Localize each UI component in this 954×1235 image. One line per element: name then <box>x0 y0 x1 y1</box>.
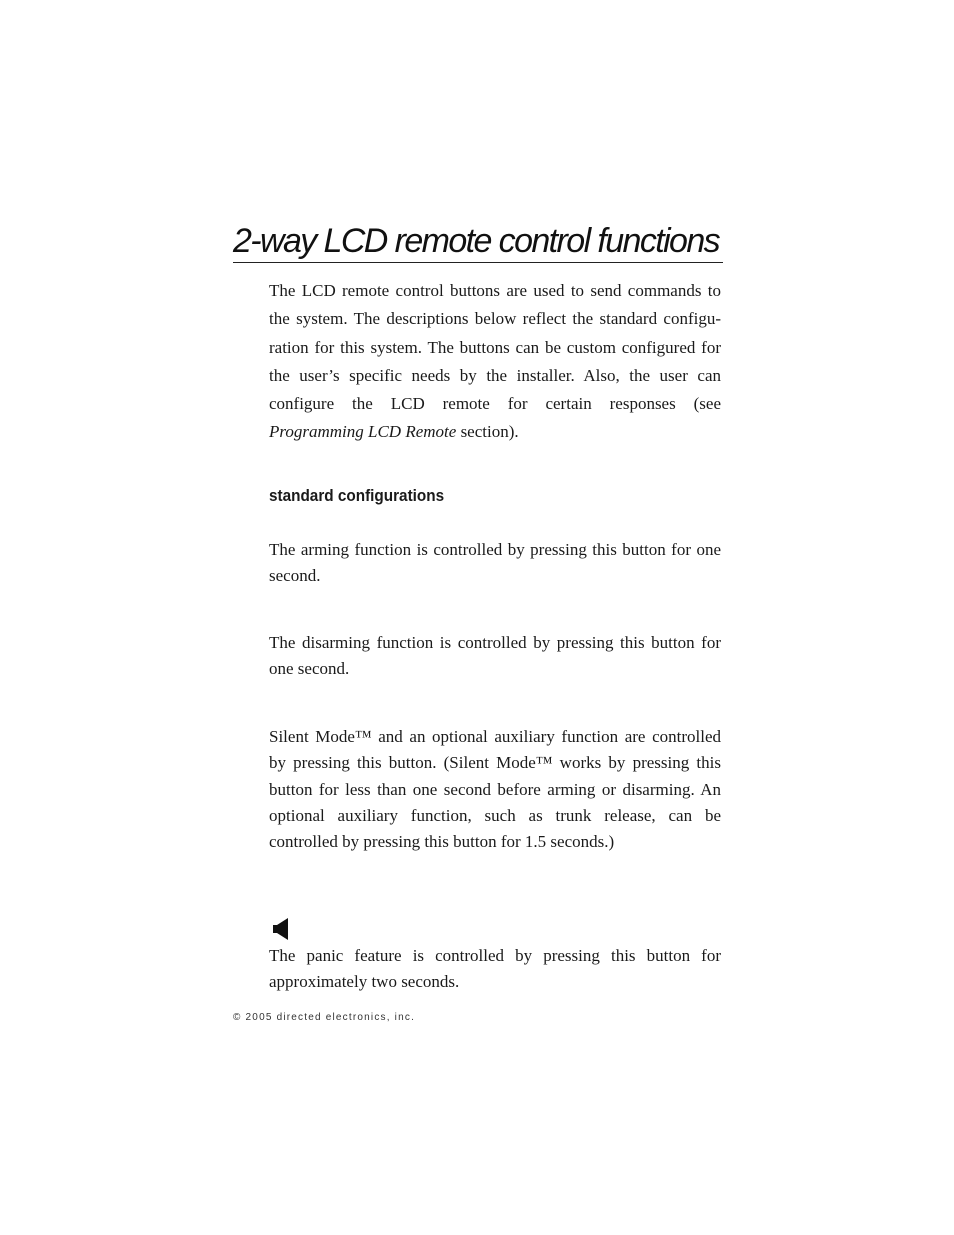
disarming-description: The disarming function is controlled by pressing this button for one second. <box>269 633 721 679</box>
panic-description: The panic feature is controlled by pressing this button for approximately two seconds. <box>269 946 721 992</box>
intro-paragraph <box>269 277 721 447</box>
copyright-footer: © 2005 directed electronics, inc. <box>233 1012 416 1023</box>
page-title: 2-way LCD remote control functions <box>233 220 723 263</box>
speaker-icon <box>273 918 289 940</box>
arming-description: The arming function is controlled by pressing this button for one second. <box>269 540 721 586</box>
programming-lcd-remote-reference: Programming LCD Remote <box>269 422 457 442</box>
intro-text: The LCD remote control buttons are used to send commands to the system. The descriptions below reflect the standard configu-ration for this system. The buttons can be custom configured for the user’s specific needs by the installer. Also, the user can configure the LCD remote for certain responses (see <box>269 281 721 414</box>
section-heading: standard configurations <box>269 486 445 505</box>
intro-text-end: section). <box>456 422 519 442</box>
silent-mode-description: Silent Mode™ and an optional auxiliary function are controlled by pressing this button. (Silent Mode™ works by pressing this button for less than one second before arming or disarming. An optional auxiliary function, such as trunk release, can be controlled by pressing this button for 1.5 seconds.) <box>269 727 721 852</box>
